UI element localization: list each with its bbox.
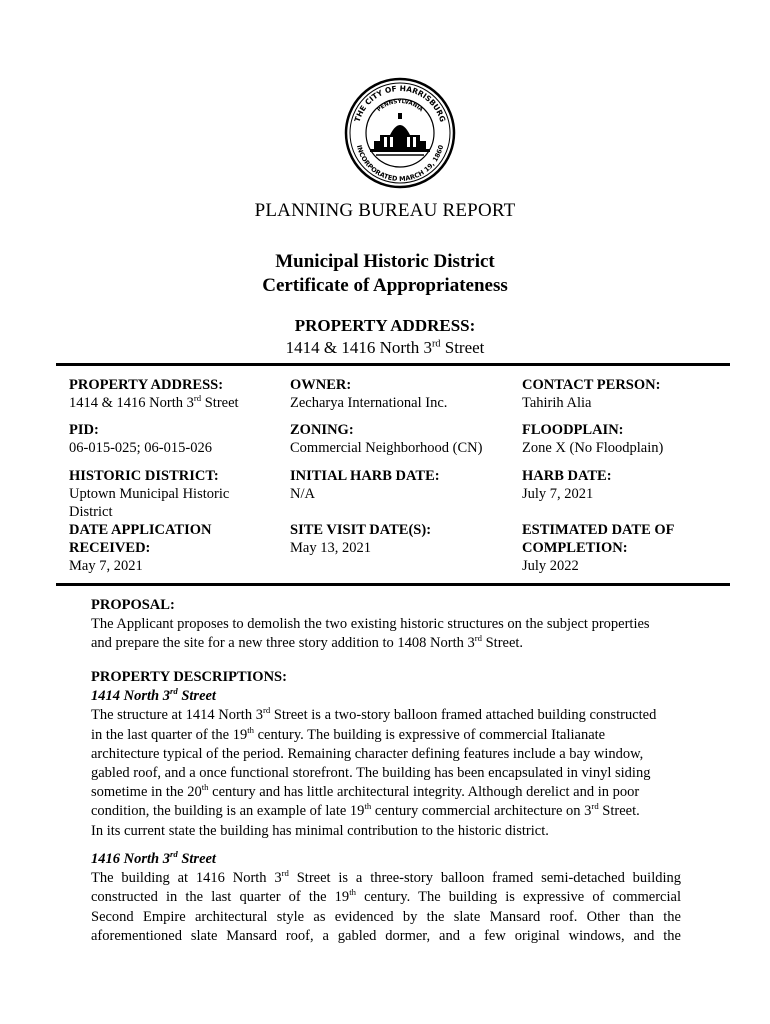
svg-text:PENNSYLVANIA: PENNSYLVANIA: [376, 98, 424, 114]
proposal-heading: PROPOSAL:: [91, 597, 175, 613]
info-pid: PID: 06-015-025; 06-015-026: [69, 422, 212, 456]
description-1414-line: architecture typical of the period. Remaining character defining features include a bay window,: [91, 745, 644, 762]
info-initial-harb-date: INITIAL HARB DATE: N/A: [290, 468, 440, 502]
svg-text:INCORPORATED MARCH 19, 1860: INCORPORATED MARCH 19, 1860: [354, 144, 446, 184]
proposal-section: [91, 596, 681, 654]
property-address-heading: PROPERTY ADDRESS:: [294, 316, 476, 335]
info-floodplain: FLOODPLAIN: Zone X (No Floodplain): [522, 422, 664, 456]
proposal-text-line1: The Applicant proposes to demolish the two existing historic structures on the subject properties: [91, 616, 650, 633]
description-1414-line: sometime in the 20th century and has little architectural integrity. Although derelict and in poor: [91, 782, 640, 801]
description-1416-line: The building at 1416 North 3rd Street is a three-story balloon framed semi-detached building: [91, 868, 681, 887]
info-date-application-received: DATE APPLICATION RECEIVED: May 7, 2021: [69, 522, 212, 574]
info-historic-district: HISTORIC DISTRICT: Uptown Municipal Historic District: [69, 468, 230, 520]
description-1414-line: condition, the building is an example of late 19th century commercial architecture on 3rd Street.: [91, 801, 640, 820]
document-subtitle-line2: Certificate of Appropriateness: [262, 275, 508, 296]
description-1416-line: constructed in the last quarter of the 19th century. The building is expressive of commercial: [91, 887, 681, 906]
info-estimated-completion: ESTIMATED DATE OF COMPLETION: July 2022: [522, 522, 675, 574]
description-1416-section: [91, 850, 681, 946]
info-site-visit-dates: SITE VISIT DATE(S): May 13, 2021: [290, 522, 432, 556]
info-property-address: PROPERTY ADDRESS: 1414 & 1416 North 3rd Street: [69, 377, 239, 411]
description-1414-line: In its current state the building has minimal contribution to the historic district.: [91, 822, 549, 839]
info-owner: OWNER: Zecharya International Inc.: [290, 377, 448, 411]
description-1414-title: 1414 North 3rd Street: [91, 686, 216, 705]
description-1416-line: Second Empire architectural style as evidenced by the slate Mansard roof. Other than the: [91, 908, 681, 925]
descriptions-heading: PROPERTY DESCRIPTIONS:: [91, 669, 287, 685]
city-seal-icon: [344, 77, 456, 189]
document-subtitle-line1: Municipal Historic District: [275, 251, 495, 272]
report-title: PLANNING BUREAU REPORT: [254, 200, 516, 221]
description-1414-line: in the last quarter of the 19th century. The building is expressive of commercial Italianate: [91, 724, 606, 743]
svg-text:THE CITY OF HARRISBURG: THE CITY OF HARRISBURG: [352, 83, 448, 124]
property-address-value: 1414 & 1416 North 3rd Street: [285, 338, 485, 357]
description-1414-line: The structure at 1414 North 3rd Street is a two-story balloon framed attached building constructed: [91, 705, 657, 724]
property-descriptions-section: [91, 668, 681, 841]
table-bottom-rule: [56, 583, 730, 586]
description-1416-line: aforementioned slate Mansard roof, a gabled dormer, and a few original windows, and the: [91, 927, 681, 944]
info-contact-person: CONTACT PERSON: Tahirih Alia: [522, 377, 661, 411]
table-top-rule: [56, 363, 730, 366]
description-1416-title: 1416 North 3rd Street: [91, 849, 216, 867]
proposal-text-line2: and prepare the site for a new three story addition to 1408 North 3rd Street.: [91, 633, 524, 652]
description-1414-line: gabled roof, and a once functional storefront. The building has been encapsulated in vinyl siding: [91, 765, 651, 782]
info-zoning: ZONING: Commercial Neighborhood (CN): [290, 422, 483, 456]
info-harb-date: HARB DATE: July 7, 2021: [522, 468, 612, 502]
